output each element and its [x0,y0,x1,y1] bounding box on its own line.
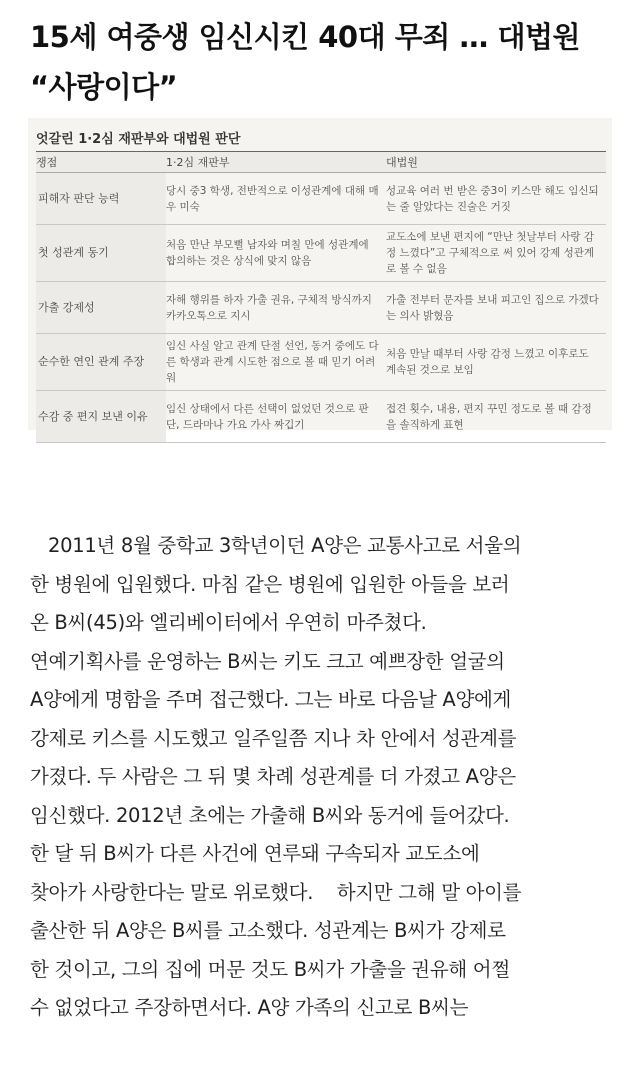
row-issue: 피해자 판단 능력 [36,173,166,225]
row-issue: 순수한 연인 관계 주장 [36,334,166,391]
headline-line-2: “사랑이다” [30,70,178,104]
header-issue: 쟁점 [36,152,166,173]
article-line: 가졌다. 두 사람은 그 뒤 몇 차례 성관계를 더 가졌고 A양은 [30,765,516,788]
row-supreme-court: 교도소에 보낸 편지에 “만난 첫날부터 사랑 감정 느꼈다”고 구체적으로 써 있어 강제 성관계로 볼 수 없음 [386,225,606,282]
row-lower-court: 임신 사실 알고 관계 단절 선언, 동거 중에도 다른 학생과 관계 시도한 점으로 볼 때 믿기 어려워 [166,334,386,391]
article-line: 한 병원에 입원했다. 마침 같은 병원에 입원한 아들을 보러 [30,572,510,596]
article-line: 온 B씨(45)와 엘리베이터에서 우연히 마주쳤다. [30,611,427,634]
article-line: 임신했다. 2012년 초에는 가출해 B씨와 동거에 들어갔다. [30,803,510,827]
header-supreme-court: 대법원 [386,152,606,173]
table-title: 엇갈린 1·2심 재판부와 대법원 판단 [36,132,241,147]
table-row [36,173,606,225]
row-lower-court: 처음 만난 부모뻘 남자와 며칠 만에 성관계에 합의하는 것은 상식에 맞지 않음 [166,225,386,282]
table-header-row [36,152,606,173]
row-issue: 가출 강제성 [36,282,166,334]
article-line: 연예기획사를 운영하는 B씨는 키도 크고 예쁘장한 얼굴의 [30,649,505,673]
row-lower-court: 임신 상태에서 다른 선택이 없었던 것으로 판단, 드라마나 가요 가사 짜깁기 [166,391,386,443]
row-supreme-court: 가출 전부터 문자를 보내 피고인 집으로 가겠다는 의사 밝혔음 [386,282,606,334]
article-headline [30,12,620,112]
headline-line-1: 15세 여중생 임신시킨 40대 무죄 … 대법원 [30,20,580,54]
row-lower-court: 자해 행위를 하자 가출 권유, 구체적 방식까지 카카오톡으로 지시 [166,282,386,334]
article-line: 출산한 뒤 A양은 B씨를 고소했다. 성관계는 B씨가 강제로 [30,919,506,942]
article-body [30,527,610,1028]
article-line: 2011년 8월 중학교 3학년이던 A양은 교통사고로 서울의 [48,534,522,557]
table-row [36,334,606,391]
row-supreme-court: 처음 만날 때부터 사랑 감정 느꼈고 이후로도 계속된 것으로 보임 [386,334,606,391]
row-issue: 수감 중 편지 보낸 이유 [36,391,166,443]
article-line: A양에게 명함을 주며 접근했다. 그는 바로 다음날 A양에게 [30,688,512,711]
row-supreme-court: 성교육 여러 번 받은 중3이 키스만 해도 임신되는 줄 알았다는 진술은 거짓 [386,173,606,225]
comparison-table [36,151,606,443]
row-supreme-court: 접견 횟수, 내용, 편지 꾸민 정도로 볼 때 감정을 솔직하게 표현 [386,391,606,443]
comparison-table-figure [28,118,612,430]
header-lower-court: 1·2심 재판부 [166,152,386,173]
table-row [36,225,606,282]
table-row [36,391,606,443]
row-lower-court: 당시 중3 학생, 전반적으로 이성관계에 대해 매우 미숙 [166,173,386,225]
article-line: 한 달 뒤 B씨가 다른 사건에 연루돼 구속되자 교도소에 [30,842,480,865]
article-line: 강제로 키스를 시도했고 일주일쯤 지나 차 안에서 성관계를 [30,726,517,750]
table-row [36,282,606,334]
article-line: 한 것이고, 그의 집에 머문 것도 B씨가 가출을 권유해 어쩔 [30,957,510,981]
row-issue: 첫 성관계 동기 [36,225,166,282]
article-line: 찾아가 사랑한다는 말로 위로했다. 하지만 그해 말 아이를 [30,880,522,904]
article-line: 수 없었다고 주장하면서다. A양 가족의 신고로 B씨는 [30,996,469,1019]
